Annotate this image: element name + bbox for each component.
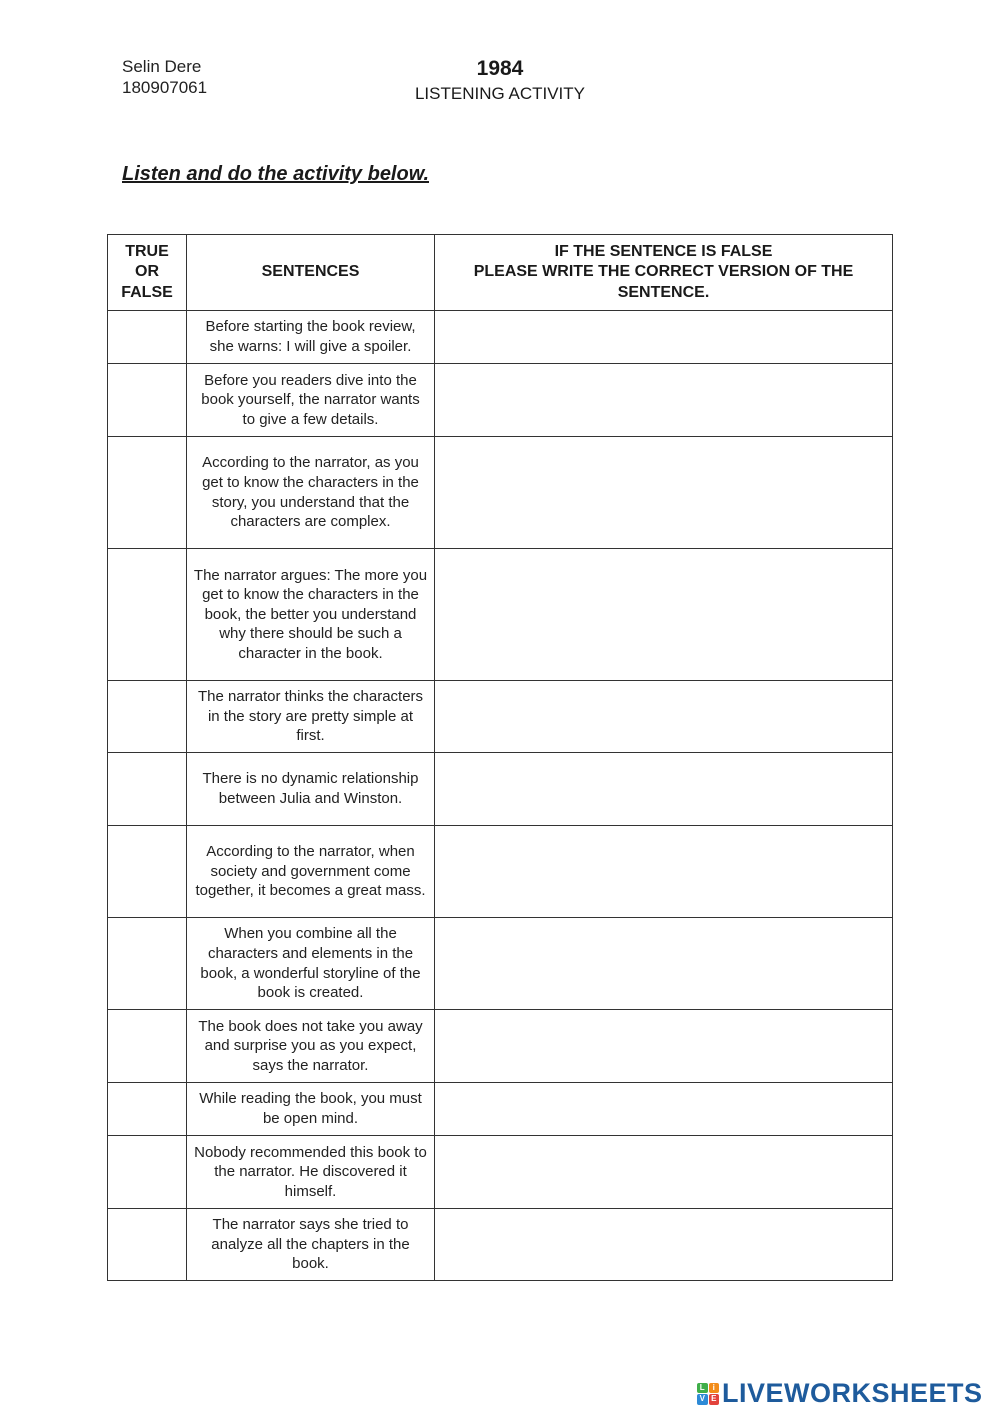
page-title: 1984 <box>476 57 524 80</box>
header-true-false: TRUE OR FALSE <box>108 235 187 311</box>
table-row <box>108 1010 893 1083</box>
sentence-cell: The book does not take you away and surprise you as you expect, says the narrator. <box>187 1010 435 1083</box>
sentence-cell: While reading the book, you must be open mind. <box>187 1083 435 1136</box>
true-false-cell[interactable] <box>108 753 187 826</box>
sentence-cell: There is no dynamic relationship between Julia and Winston. <box>187 753 435 826</box>
correction-cell[interactable] <box>435 437 893 549</box>
true-false-cell[interactable] <box>108 918 187 1010</box>
page-subtitle: LISTENING ACTIVITY <box>414 84 586 103</box>
sentence-cell: The narrator thinks the characters in the story are pretty simple at first. <box>187 681 435 753</box>
table-header-row <box>108 235 893 311</box>
correction-cell[interactable] <box>435 1136 893 1209</box>
sentence-cell: The narrator says she tried to analyze all the chapters in the book. <box>187 1209 435 1281</box>
correction-cell[interactable] <box>435 1010 893 1083</box>
sentence-cell: The narrator argues: The more you get to know the characters in the book, the better you understand why there should be such a character in the book. <box>187 549 435 681</box>
correction-cell[interactable] <box>435 1209 893 1281</box>
table-row <box>108 1136 893 1209</box>
correction-cell[interactable] <box>435 1083 893 1136</box>
table-row <box>108 826 893 918</box>
table-row <box>108 311 893 364</box>
table-row <box>108 549 893 681</box>
true-false-cell[interactable] <box>108 1209 187 1281</box>
true-false-cell[interactable] <box>108 826 187 918</box>
header-correction: IF THE SENTENCE IS FALSE PLEASE WRITE THE CORRECT VERSION OF THE SENTENCE. <box>435 235 893 311</box>
worksheet-table <box>107 234 893 1281</box>
correction-cell[interactable] <box>435 549 893 681</box>
logo-mark-icon: L i V E <box>697 1383 719 1405</box>
true-false-cell[interactable] <box>108 681 187 753</box>
correction-cell[interactable] <box>435 753 893 826</box>
correction-cell[interactable] <box>435 918 893 1010</box>
sentence-cell: Before you readers dive into the book yourself, the narrator wants to give a few details. <box>187 364 435 437</box>
true-false-cell[interactable] <box>108 549 187 681</box>
correction-cell[interactable] <box>435 311 893 364</box>
table-row <box>108 918 893 1010</box>
sentence-cell: Nobody recommended this book to the narrator. He discovered it himself. <box>187 1136 435 1209</box>
true-false-cell[interactable] <box>108 364 187 437</box>
sentence-cell: According to the narrator, when society and government come together, it becomes a great mass. <box>187 826 435 918</box>
sentence-cell: According to the narrator, as you get to know the characters in the story, you understand that the characters are complex. <box>187 437 435 549</box>
liveworksheets-logo[interactable] <box>697 1378 983 1409</box>
table-row <box>108 437 893 549</box>
instruction-text: Listen and do the activity below. <box>122 163 430 185</box>
sentence-cell: Before starting the book review, she warns: I will give a spoiler. <box>187 311 435 364</box>
title-block <box>0 57 1000 105</box>
table-row <box>108 753 893 826</box>
table-row <box>108 1209 893 1281</box>
true-false-cell[interactable] <box>108 1010 187 1083</box>
student-name: Selin Dere <box>122 57 202 76</box>
logo-text: LIVEWORKSHEETS <box>722 1378 983 1408</box>
table-row <box>108 364 893 437</box>
header-sentences: SENTENCES <box>187 235 435 311</box>
table-row <box>108 1083 893 1136</box>
student-id: 180907061 <box>122 78 208 97</box>
sentence-cell: When you combine all the characters and elements in the book, a wonderful storyline of the book is created. <box>187 918 435 1010</box>
true-false-cell[interactable] <box>108 437 187 549</box>
correction-cell[interactable] <box>435 681 893 753</box>
table-row <box>108 681 893 753</box>
true-false-cell[interactable] <box>108 311 187 364</box>
correction-cell[interactable] <box>435 364 893 437</box>
true-false-cell[interactable] <box>108 1136 187 1209</box>
correction-cell[interactable] <box>435 826 893 918</box>
true-false-cell[interactable] <box>108 1083 187 1136</box>
